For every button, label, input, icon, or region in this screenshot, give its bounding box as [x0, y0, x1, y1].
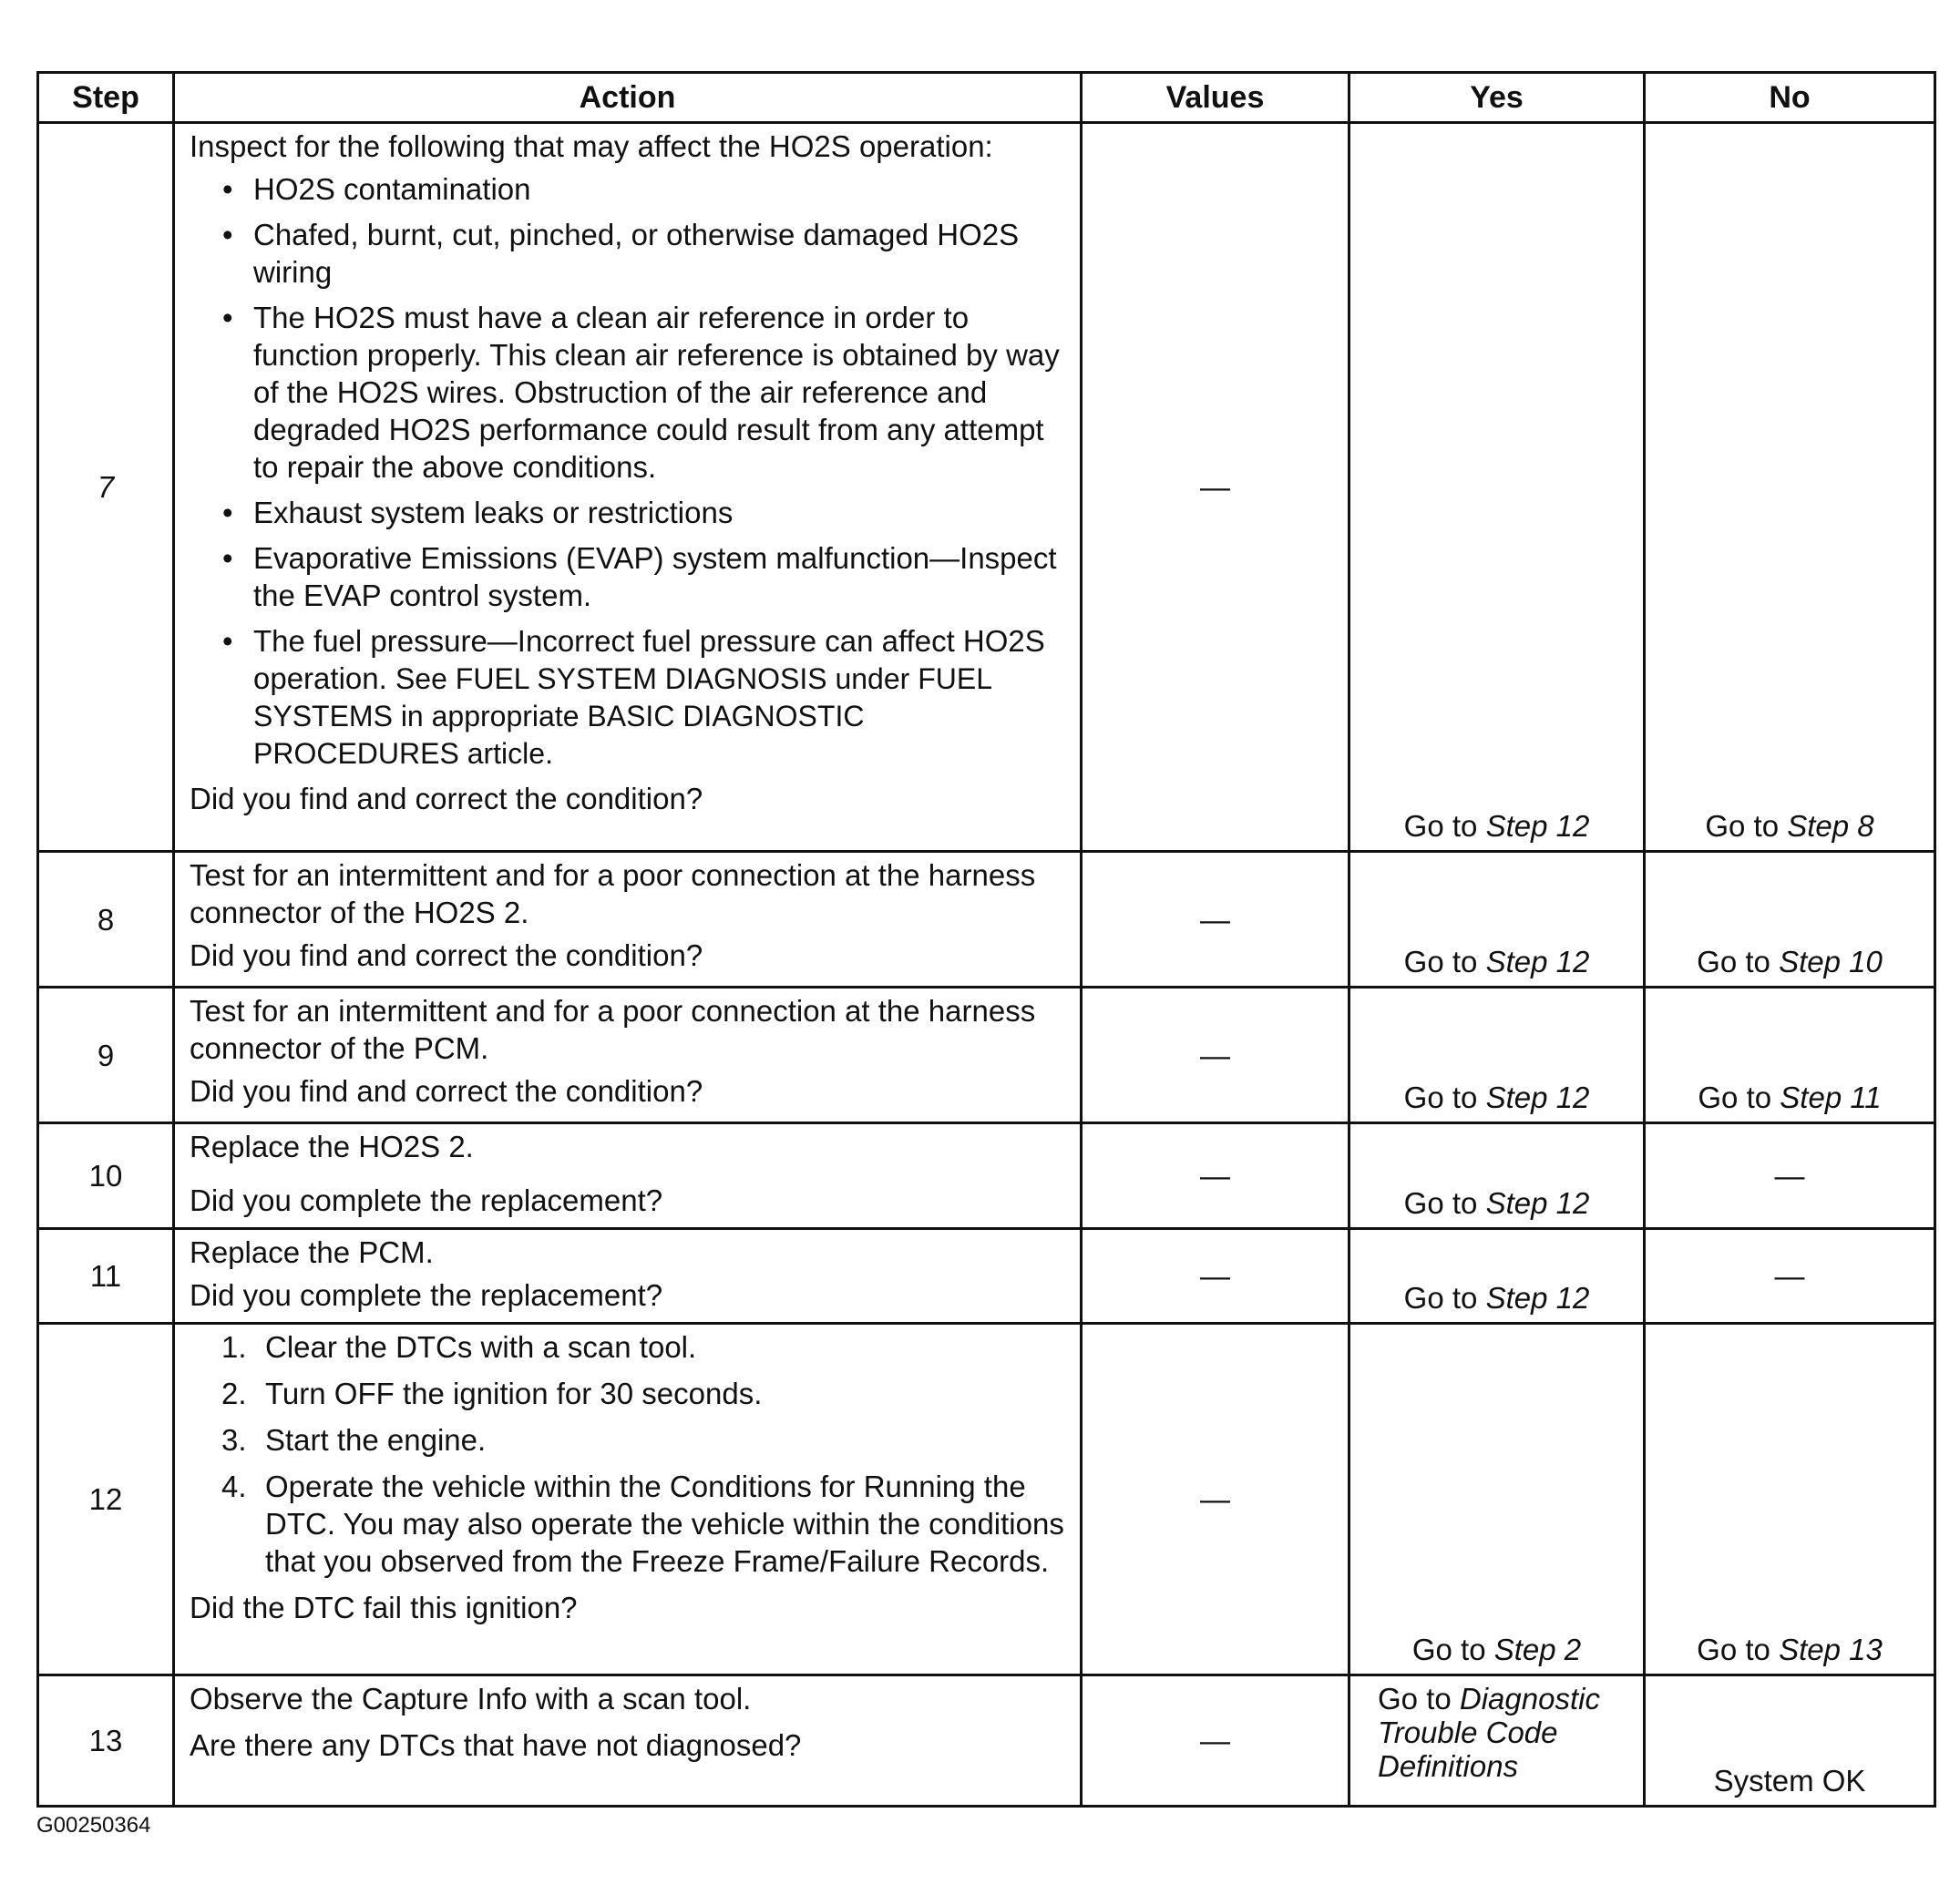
list-item-text: Start the engine.	[265, 1423, 487, 1457]
action-cell	[174, 1229, 1082, 1324]
values-cell: —	[1082, 1123, 1349, 1229]
list-item-text: Turn OFF the ignition for 30 seconds.	[265, 1377, 763, 1410]
goto-prefix: Go to	[1403, 1186, 1478, 1220]
step-number: 8	[38, 852, 174, 988]
action-question: Did you complete the replacement?	[190, 1278, 663, 1312]
list-item: • HO2S contamination	[190, 170, 1069, 208]
goto-prefix: Go to	[1697, 945, 1770, 978]
goto-step-link[interactable]: Step 12	[1485, 1081, 1590, 1114]
numbered-list	[190, 1328, 1069, 1580]
list-item: • Chafed, burnt, cut, pinched, or otherwise damaged HO2S wiring	[190, 216, 1069, 291]
no-cell: —	[1645, 1123, 1935, 1229]
list-item	[190, 1468, 1069, 1580]
list-number: 1.	[221, 1330, 247, 1364]
action-text: Observe the Capture Info with a scan tool.	[190, 1682, 752, 1716]
values-cell: —	[1082, 1324, 1349, 1675]
goto-prefix: Go to	[1698, 1081, 1772, 1114]
list-item-reference: See FUEL SYSTEM DIAGNOSIS under FUEL SYSTEMS in appropriate BASIC DIAGNOSTIC PROCEDURES article.	[253, 662, 991, 770]
list-item	[190, 622, 1069, 772]
goto-step-link[interactable]: Step 12	[1485, 1281, 1590, 1315]
goto-prefix: Go to	[1697, 1633, 1770, 1666]
action-question: Did the DTC fail this ignition?	[190, 1591, 578, 1624]
list-item	[190, 1375, 1069, 1412]
action-cell	[174, 852, 1082, 988]
action-cell	[174, 1675, 1082, 1807]
no-cell	[1645, 988, 1935, 1123]
action-text: Replace the PCM.	[190, 1235, 434, 1269]
action-text: Test for an intermittent and for a poor connection at the harness connector of the PCM.	[190, 994, 1036, 1065]
yes-cell	[1349, 1229, 1645, 1324]
values-cell: —	[1082, 852, 1349, 988]
list-number: 2.	[221, 1377, 247, 1410]
action-question: Did you find and correct the condition?	[190, 938, 703, 972]
no-cell	[1645, 1324, 1935, 1675]
header-values: Values	[1082, 73, 1349, 123]
yes-cell	[1349, 123, 1645, 852]
step-number: 10	[38, 1123, 174, 1229]
action-cell	[174, 1123, 1082, 1229]
table-row	[38, 988, 1935, 1123]
list-item: • Evaporative Emissions (EVAP) system malfunction—Inspect the EVAP control system.	[190, 539, 1069, 614]
goto-step-link[interactable]: Step 12	[1485, 1186, 1590, 1220]
goto-step-link[interactable]: Step 2	[1493, 1633, 1582, 1666]
action-text: Replace the HO2S 2.	[190, 1130, 474, 1163]
list-item: • The HO2S must have a clean air reference in order to function properly. This clean air reference is obtained by way of the HO2S wires. Obstruction of the air reference and degraded HO2S performance could result from any attempt to repair the above conditions.	[190, 299, 1069, 486]
yes-cell	[1349, 1675, 1645, 1807]
table-row	[38, 1229, 1935, 1324]
header-row	[38, 73, 1935, 123]
yes-cell	[1349, 1324, 1645, 1675]
list-number: 4.	[221, 1470, 247, 1503]
table-row	[38, 852, 1935, 988]
action-question: Did you find and correct the condition?	[190, 1074, 703, 1108]
list-item	[190, 1328, 1069, 1366]
list-item: • Exhaust system leaks or restrictions	[190, 494, 1069, 531]
list-item-text: The fuel pressure—Incorrect fuel pressure can affect HO2S operation.	[253, 624, 1045, 695]
step-number: 11	[38, 1229, 174, 1324]
no-cell	[1645, 852, 1935, 988]
yes-cell	[1349, 1123, 1645, 1229]
values-cell: —	[1082, 1675, 1349, 1807]
action-question: Did you find and correct the condition?	[190, 782, 703, 815]
goto-prefix: Go to	[1378, 1682, 1452, 1716]
step-number: 7	[38, 123, 174, 852]
step-number: 13	[38, 1675, 174, 1807]
bullet-list	[190, 170, 1069, 772]
diagnostic-table	[36, 71, 1936, 1808]
table-row	[38, 1123, 1935, 1229]
yes-cell	[1349, 852, 1645, 988]
list-item-text: Operate the vehicle within the Conditions for Running the DTC. You may also operate the vehicle within the conditions that you observed from the Freeze Frame/Failure Records.	[265, 1470, 1064, 1578]
values-cell: —	[1082, 988, 1349, 1123]
table-row	[38, 1675, 1935, 1807]
action-text: Test for an intermittent and for a poor connection at the harness connector of the HO2S 2.	[190, 858, 1036, 929]
values-cell: —	[1082, 123, 1349, 852]
header-no: No	[1645, 73, 1935, 123]
table-row	[38, 1324, 1935, 1675]
step-number: 12	[38, 1324, 174, 1675]
goto-step-link[interactable]: Step 12	[1485, 809, 1590, 843]
yes-cell	[1349, 988, 1645, 1123]
goto-step-link[interactable]: Step 12	[1485, 945, 1590, 978]
goto-prefix: Go to	[1403, 945, 1478, 978]
goto-step-link[interactable]: Step 10	[1779, 945, 1883, 978]
goto-prefix: Go to	[1403, 1081, 1478, 1114]
goto-prefix: Go to	[1705, 809, 1780, 843]
no-cell: System OK	[1645, 1675, 1935, 1807]
action-cell	[174, 123, 1082, 852]
action-cell	[174, 988, 1082, 1123]
step-number: 9	[38, 988, 174, 1123]
goto-step-link[interactable]: Step 11	[1780, 1081, 1882, 1114]
goto-prefix: Go to	[1403, 1281, 1478, 1315]
goto-prefix: Go to	[1403, 809, 1478, 843]
goto-prefix: Go to	[1411, 1633, 1486, 1666]
header-action: Action	[174, 73, 1082, 123]
figure-id: G00250364	[36, 1813, 151, 1838]
action-question: Are there any DTCs that have not diagnosed?	[190, 1728, 802, 1762]
action-cell	[174, 1324, 1082, 1675]
list-item-text: Clear the DTCs with a scan tool.	[265, 1330, 697, 1364]
goto-step-link[interactable]: Step 13	[1779, 1633, 1883, 1666]
no-cell: —	[1645, 1229, 1935, 1324]
list-item	[190, 1421, 1069, 1459]
header-yes: Yes	[1349, 73, 1645, 123]
no-cell	[1645, 123, 1935, 852]
action-intro: Inspect for the following that may affect the HO2S operation:	[190, 129, 993, 163]
table-row	[38, 123, 1935, 852]
list-number: 3.	[221, 1423, 247, 1457]
action-question: Did you complete the replacement?	[190, 1183, 663, 1217]
goto-definitions-link[interactable]: Diagnostic Trouble Code Definitions	[1378, 1682, 1600, 1783]
goto-step-link[interactable]: Step 8	[1787, 809, 1874, 843]
values-cell: —	[1082, 1229, 1349, 1324]
header-step: Step	[38, 73, 174, 123]
